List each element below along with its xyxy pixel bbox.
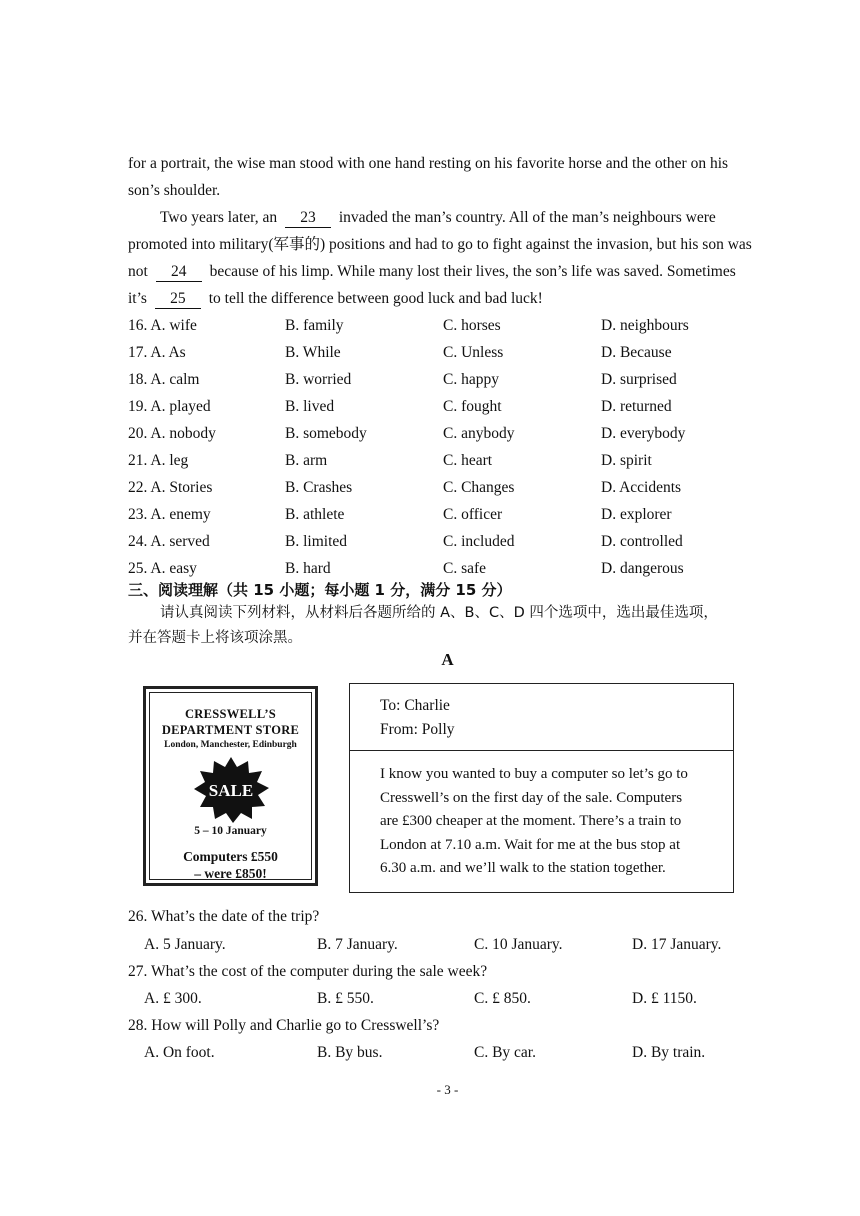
note-to: To: Charlie: [380, 697, 450, 714]
price-line: Computers £550: [183, 849, 278, 864]
option: C. anybody: [443, 425, 515, 442]
option-row: [128, 528, 768, 555]
option: C. Changes: [443, 479, 515, 496]
answer-option: A. On foot.: [144, 1044, 215, 1061]
option: 25. A. easy: [128, 560, 197, 577]
passage-line: [128, 285, 768, 312]
blank-24: 24: [156, 263, 202, 282]
option: C. included: [443, 533, 515, 550]
blank-23: 23: [285, 209, 331, 228]
option: 16. A. wife: [128, 317, 197, 334]
option: B. athlete: [285, 506, 345, 523]
instruction-text: 并在答题卡上将该项涂黑。: [128, 630, 302, 646]
passage-text: not: [128, 263, 148, 280]
option: B. somebody: [285, 425, 367, 442]
option: B. family: [285, 317, 344, 334]
passage-line: [128, 258, 768, 285]
option: 19. A. played: [128, 398, 211, 415]
option: C. horses: [443, 317, 501, 334]
page-number: - 3 -: [436, 1082, 459, 1097]
question-27: 27. What’s the cost of the computer during the sale week?: [128, 963, 488, 980]
store-cities: London, Manchester, Edinburgh: [164, 740, 297, 750]
option: D. neighbours: [601, 317, 689, 334]
option: D. explorer: [601, 506, 672, 523]
sale-text: SALE: [208, 781, 253, 800]
passage-text: it’s: [128, 290, 147, 307]
option: D. everybody: [601, 425, 686, 442]
advertisement-frame: [149, 692, 312, 880]
option-row: [128, 312, 768, 339]
option: 17. A. As: [128, 344, 186, 361]
note-body: [350, 751, 733, 881]
option: B. hard: [285, 560, 331, 577]
store-advertisement: [143, 686, 318, 886]
option-row: [128, 501, 768, 528]
option: C. Unless: [443, 344, 504, 361]
answer-option: C. 10 January.: [474, 936, 563, 953]
option: D. Because: [601, 344, 672, 361]
answer-option: C. £ 850.: [474, 990, 531, 1007]
option: 22. A. Stories: [128, 479, 213, 496]
answer-option: B. By bus.: [317, 1044, 383, 1061]
answer-option: A. £ 300.: [144, 990, 202, 1007]
store-name: [150, 706, 311, 738]
question-28: 28. How will Polly and Charlie go to Cresswell’s?: [128, 1017, 440, 1034]
answer-option: D. By train.: [632, 1044, 706, 1061]
section-heading: 三、阅读理解（共 15 小题；每小题 1 分，满分 15 分）: [128, 581, 512, 599]
note-line: I know you wanted to buy a computer so let’s go to: [380, 766, 688, 782]
sale-dates: 5 – 10 January: [194, 825, 267, 837]
option: D. controlled: [601, 533, 683, 550]
passage-line: [160, 204, 800, 231]
answer-option: B. £ 550.: [317, 990, 374, 1007]
option: B. worried: [285, 371, 352, 388]
option: B. arm: [285, 452, 328, 469]
price-line: – were £850!: [194, 866, 267, 881]
option-row: [128, 447, 768, 474]
note-line: London at 7.10 a.m. Wait for me at the bus stop at: [380, 836, 681, 853]
instruction-text: 请认真阅读下列材料，从材料后各题所给的 A、B、C、D 四个选项中，选出最佳选项，: [160, 605, 718, 621]
option: B. While: [285, 344, 341, 361]
note-from: From: Polly: [380, 721, 455, 738]
passage-line: promoted into military(军事的) positions and had to go to fight against the invasion, but his son was: [128, 236, 752, 253]
sale-burst-icon: [191, 755, 271, 825]
option: C. happy: [443, 371, 499, 388]
option: 20. A. nobody: [128, 425, 216, 442]
option: 23. A. enemy: [128, 506, 211, 523]
passage-text: Two years later, an: [160, 209, 278, 226]
passage-line: for a portrait, the wise man stood with one hand resting on his favorite horse and the other on his: [128, 155, 729, 172]
passage-text: to tell the difference between good luck and bad luck!: [208, 290, 543, 307]
answer-option: D. £ 1150.: [632, 990, 697, 1007]
note-card: [349, 683, 734, 893]
store-name-line: DEPARTMENT STORE: [161, 723, 300, 737]
answer-option: B. 7 January.: [317, 936, 398, 953]
option-row: [128, 474, 768, 501]
option: D. spirit: [601, 452, 652, 469]
note-header: [350, 684, 733, 751]
option: D. returned: [601, 398, 672, 415]
answer-option: D. 17 January.: [632, 936, 722, 953]
option: B. lived: [285, 398, 335, 415]
option: D. surprised: [601, 371, 677, 388]
note-line: 6.30 a.m. and we’ll walk to the station together.: [380, 860, 666, 876]
question-26: 26. What’s the date of the trip?: [128, 908, 320, 925]
option: B. limited: [285, 533, 347, 550]
note-line: are £300 cheaper at the moment. There’s a train to: [380, 813, 682, 829]
option-row: [128, 420, 768, 447]
option: 24. A. served: [128, 533, 210, 550]
blank-25: 25: [155, 290, 201, 309]
option: 21. A. leg: [128, 452, 189, 469]
answer-option: A. 5 January.: [144, 936, 226, 953]
option: C. officer: [443, 506, 503, 523]
option-row: [128, 393, 768, 420]
option: 18. A. calm: [128, 371, 200, 388]
passage-text: because of his limp. While many lost their lives, the son’s life was saved. Sometimes: [209, 263, 736, 280]
passage-text: invaded the man’s country. All of the man’s neighbours were: [338, 209, 716, 226]
note-line: Cresswell’s on the first day of the sale. Computers: [380, 789, 683, 806]
sale-price: [150, 848, 311, 882]
store-name-line: CRESSWELL’S: [184, 707, 277, 721]
option: B. Crashes: [285, 479, 353, 496]
answer-option: C. By car.: [474, 1044, 536, 1061]
option: C. safe: [443, 560, 487, 577]
passage-line: son’s shoulder.: [128, 182, 221, 199]
option-row: [128, 366, 768, 393]
option: D. Accidents: [601, 479, 682, 496]
option: D. dangerous: [601, 560, 684, 577]
option: C. fought: [443, 398, 502, 415]
option-row: [128, 339, 768, 366]
option: C. heart: [443, 452, 493, 469]
passage-letter: A: [441, 650, 454, 669]
